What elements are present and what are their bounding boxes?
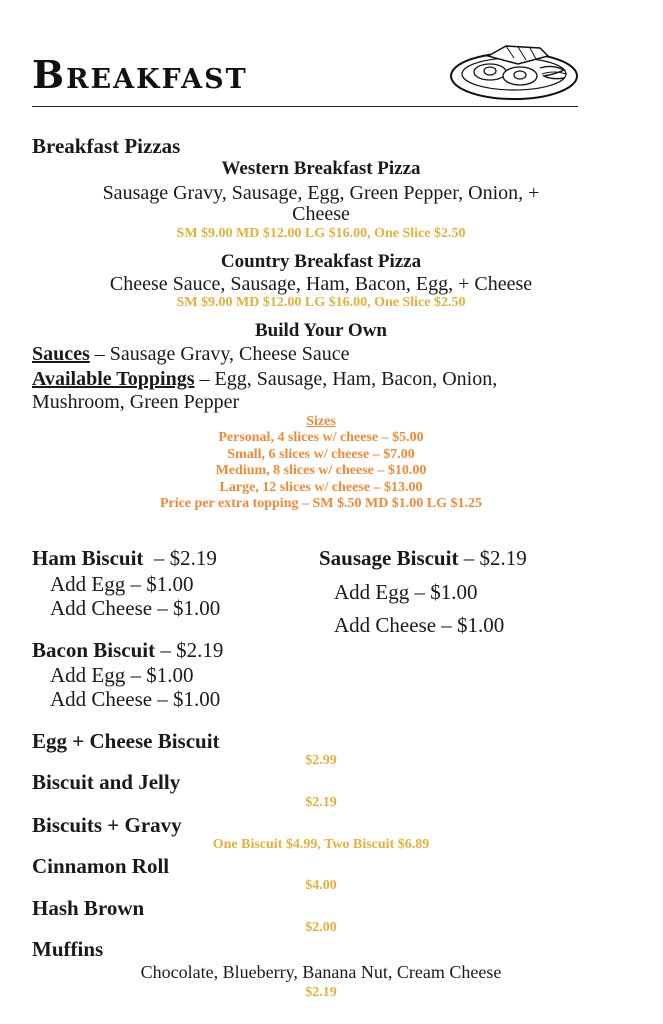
bacon-biscuit-price: – $2.19: [155, 638, 224, 662]
muffins-desc: Chocolate, Blueberry, Banana Nut, Cream Cheese: [140, 962, 502, 982]
size-small: Small, 6 slices w/ cheese – $7.00: [227, 447, 415, 462]
country-pizza-prices: SM $9.00 MD $12.00 LG $16.00, One Slice $2.50: [176, 295, 466, 310]
bacon-add-egg: Add Egg – $1.00: [50, 663, 194, 687]
biscuit-jelly-name: Biscuit and Jelly: [32, 770, 181, 794]
muffins-name: Muffins: [32, 937, 104, 961]
size-large: Large, 12 slices w/ cheese – $13.00: [219, 480, 423, 495]
size-medium: Medium, 8 slices w/ cheese – $10.00: [215, 463, 427, 478]
toppings-label: Available Toppings: [32, 368, 195, 390]
ham-biscuit: [32, 546, 217, 571]
country-pizza-name: Country Breakfast Pizza: [220, 251, 422, 272]
biscuits-gravy-price: One Biscuit $4.99, Two Biscuit $6.89: [212, 837, 430, 852]
hash-brown-name: Hash Brown: [32, 896, 145, 920]
sausage-add-egg: Add Egg – $1.00: [334, 580, 478, 604]
sauces-label: Sauces: [32, 343, 90, 365]
sauces-text: – Sausage Gravy, Cheese Sauce: [89, 343, 350, 365]
cinnamon-roll-price: $4.00: [305, 878, 337, 893]
ham-biscuit-price: – $2.19: [143, 546, 217, 570]
sausage-add-cheese: Add Cheese – $1.00: [334, 613, 505, 637]
toppings-line: [32, 368, 497, 391]
biscuits-gravy-name: Biscuits + Gravy: [32, 813, 182, 837]
breakfast-plate-icon: [448, 42, 580, 102]
build-your-own-name: Build Your Own: [255, 320, 387, 341]
hash-brown-price: $2.00: [305, 920, 337, 935]
ham-add-egg: Add Egg – $1.00: [50, 572, 194, 596]
sizes-heading: Sizes: [306, 414, 336, 429]
title-divider: [32, 106, 578, 107]
toppings-text-2: Mushroom, Green Pepper: [32, 391, 240, 413]
bacon-biscuit: [32, 638, 223, 663]
western-pizza-name: Western Breakfast Pizza: [221, 158, 421, 179]
size-personal: Personal, 4 slices w/ cheese – $5.00: [218, 430, 424, 445]
western-pizza-desc-1: Sausage Gravy, Sausage, Egg, Green Pepper, Onion, +: [102, 182, 540, 204]
cinnamon-roll-name: Cinnamon Roll: [32, 854, 170, 878]
sausage-biscuit: [319, 546, 527, 571]
ham-add-cheese: Add Cheese – $1.00: [50, 596, 221, 620]
ham-biscuit-name: Ham Biscuit: [32, 546, 144, 570]
country-pizza-desc: Cheese Sauce, Sausage, Ham, Bacon, Egg, + Cheese: [109, 273, 533, 295]
toppings-text-1: – Egg, Sausage, Ham, Bacon, Onion,: [194, 368, 498, 390]
sausage-biscuit-price: – $2.19: [458, 546, 527, 570]
muffins-price: $2.19: [305, 985, 337, 1000]
egg-cheese-biscuit-price: $2.99: [305, 753, 337, 768]
western-pizza-desc-2: Cheese: [292, 203, 350, 225]
bacon-biscuit-name: Bacon Biscuit: [32, 638, 156, 662]
sauces-line: [32, 343, 350, 366]
extra-topping-price: Price per extra topping – SM $.50 MD $1.00 LG $1.25: [159, 496, 483, 511]
breakfast-pizzas-heading: Breakfast Pizzas: [32, 134, 181, 158]
biscuit-jelly-price: $2.19: [305, 795, 337, 810]
sausage-biscuit-name: Sausage Biscuit: [319, 546, 459, 570]
egg-cheese-biscuit-name: Egg + Cheese Biscuit: [32, 729, 220, 753]
bacon-add-cheese: Add Cheese – $1.00: [50, 687, 221, 711]
page-title: Breakfast: [32, 52, 248, 97]
western-pizza-prices: SM $9.00 MD $12.00 LG $16.00, One Slice $2.50: [176, 226, 466, 241]
